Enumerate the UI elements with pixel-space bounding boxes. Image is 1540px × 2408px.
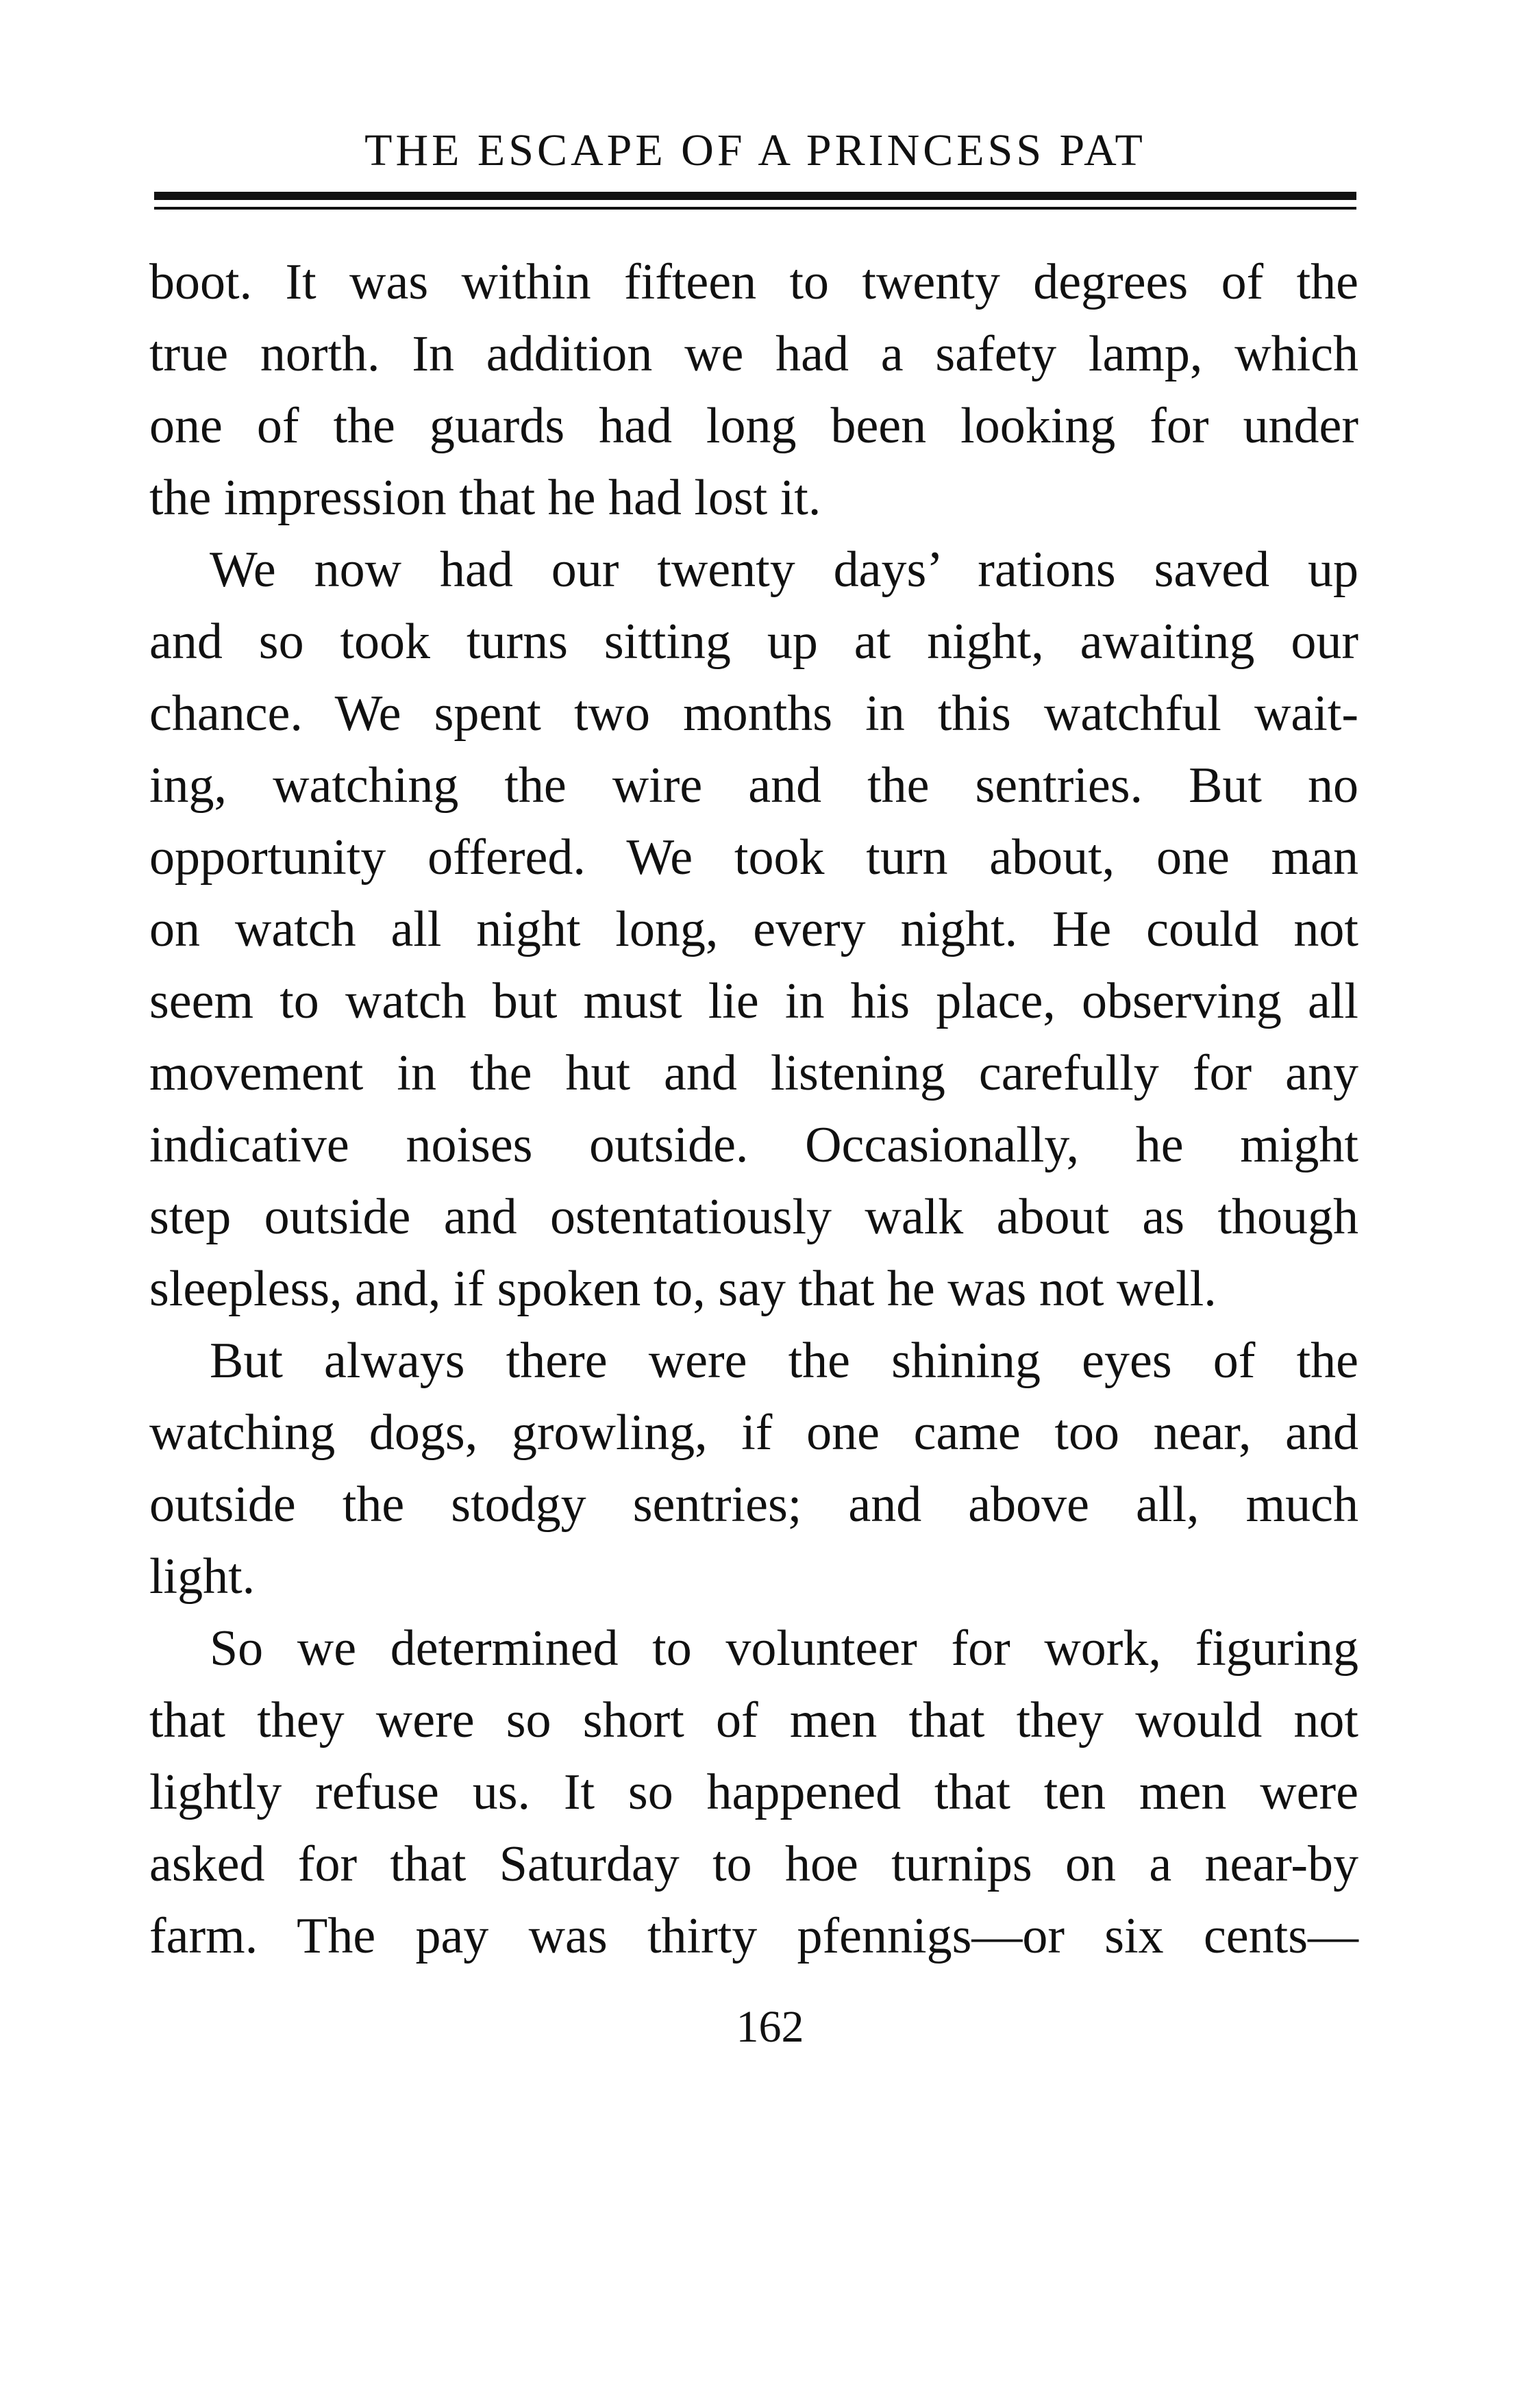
text-line: chance. We spent two months in this watchful wait- (149, 686, 1358, 742)
text-line: sleepless, and, if spoken to, say that he was not well. (149, 1261, 1217, 1317)
text-line: But always there were the shining eyes of the (210, 1333, 1358, 1389)
text-line: true north. In addition we had a safety lamp, which (149, 326, 1358, 382)
page-number: 162 (736, 2002, 804, 2052)
text-line: on watch all night long, every night. He could not (149, 901, 1358, 957)
text-line: watching dogs, growling, if one came too near, and (149, 1405, 1358, 1461)
text-line: and so took turns sitting up at night, awaiting our (149, 614, 1358, 670)
header-rule-thick (154, 192, 1356, 200)
text-line: that they were so short of men that they would not (149, 1692, 1358, 1748)
text-line: seem to watch but must lie in his place, observing all (149, 973, 1358, 1029)
text-line: opportunity offered. We took turn about, one man (149, 829, 1358, 886)
text-line: one of the guards had long been looking for under (149, 398, 1358, 454)
text-line: indicative noises outside. Occasionally, he might (149, 1117, 1358, 1173)
header-rule-thin (154, 207, 1356, 210)
running-head-title: THE ESCAPE OF A PRINCESS PAT (364, 125, 1146, 175)
text-line: farm. The pay was thirty pfennigs—or six cents— (149, 1908, 1358, 1964)
text-line: movement in the hut and listening carefully for any (149, 1045, 1358, 1101)
text-line: step outside and ostentatiously walk about as though (149, 1189, 1358, 1245)
text-line: lightly refuse us. It so happened that ten men were (149, 1764, 1358, 1820)
text-line: asked for that Saturday to hoe turnips on a near-by (149, 1836, 1358, 1892)
text-line: ing, watching the wire and the sentries. But no (149, 757, 1358, 814)
text-line: boot. It was within fifteen to twenty degrees of the (149, 254, 1358, 310)
text-line: So we determined to volunteer for work, figuring (210, 1620, 1358, 1677)
body-text (149, 247, 1358, 1972)
text-line: light. (149, 1548, 256, 1605)
text-line: outside the stodgy sentries; and above all, much (149, 1477, 1358, 1533)
text-line: the impression that he had lost it. (149, 470, 821, 526)
text-line: We now had our twenty days’ rations saved up (210, 542, 1358, 598)
